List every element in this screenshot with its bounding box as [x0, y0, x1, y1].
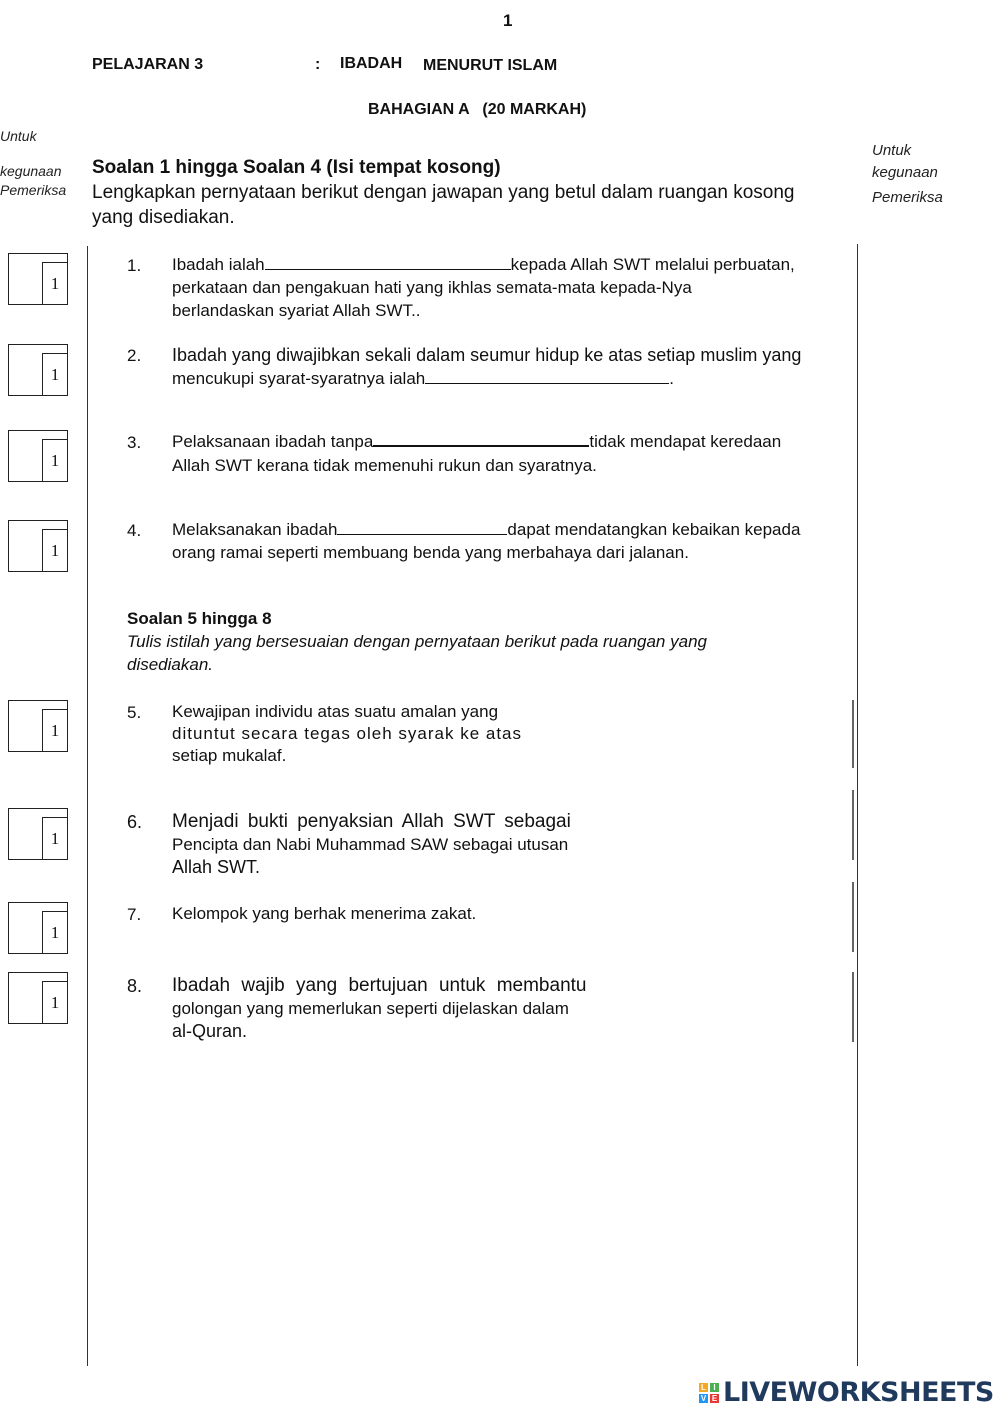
liveworksheets-logo [698, 1377, 994, 1408]
q8-line1: Ibadah wajib yang bertujuan untuk membantu [172, 975, 587, 996]
logo-tile-i: I [709, 1382, 720, 1393]
right-margin-line [857, 244, 858, 1366]
q3-line2: Allah SWT kerana tidak memenuhi rukun dan syaratnya. [172, 456, 597, 475]
logo-tile-l: L [698, 1382, 709, 1393]
mark-value: 1 [42, 709, 67, 751]
logo-mark-icon [698, 1382, 720, 1404]
examiner-right-line1: Untuk [872, 142, 912, 159]
q3-answer-blank[interactable] [373, 430, 589, 447]
q1-text-before: Ibadah ialah [172, 255, 265, 274]
q2-text-before: mencukupi syarat-syaratnya ialah [172, 369, 426, 388]
q8-number: 8. [127, 976, 143, 996]
mark-box-q1 [8, 253, 68, 305]
q4-answer-blank[interactable] [337, 519, 507, 535]
q2-text-after: . [669, 369, 674, 388]
examiner-left-line1: Untuk [0, 128, 37, 144]
q4-text-before: Melaksanakan ibadah [172, 520, 338, 539]
examiner-right-line2: kegunaan [872, 164, 938, 181]
q4-text-after: dapat mendatangkan kebaikan kepada [507, 520, 801, 539]
mark-box-q8 [8, 972, 68, 1024]
q3-line1 [172, 430, 781, 453]
q7-answer-line[interactable] [852, 882, 854, 952]
q8-line3: al-Quran. [172, 1021, 248, 1041]
mark-box-q5 [8, 700, 68, 752]
q4-number: 4. [127, 521, 142, 540]
q1-line3: berlandaskan syariat Allah SWT.. [172, 301, 421, 320]
q5-number: 5. [127, 703, 142, 722]
topic-part-b: MENURUT ISLAM [423, 57, 558, 74]
logo-tile-e: E [709, 1393, 720, 1404]
q6-line1: Menjadi bukti penyaksian Allah SWT sebagai [172, 811, 571, 832]
q7-line1: Kelompok yang berhak menerima zakat. [172, 904, 477, 923]
mark-value: 1 [42, 262, 67, 304]
q1-text-after: kepada Allah SWT melalui perbuatan, [510, 255, 795, 274]
examiner-right-line3: Pemeriksa [872, 189, 943, 206]
mark-box-q4 [8, 520, 68, 572]
part2-instruction-line2: disediakan. [127, 655, 214, 674]
q1-line2: perkataan dan pengakuan hati yang ikhlas semata-mata kepada-Nya [172, 278, 692, 297]
part2-title: Soalan 5 hingga 8 [127, 609, 272, 628]
q3-text-before: Pelaksanaan ibadah tanpa [172, 432, 374, 451]
q5-line3: setiap mukalaf. [172, 746, 287, 765]
q3-text-after: tidak mendapat keredaan [589, 432, 782, 451]
page-number: 1 [503, 11, 513, 30]
q4-line1 [172, 518, 800, 541]
q2-number: 2. [127, 346, 142, 365]
q6-answer-line[interactable] [852, 790, 854, 860]
part1-title: Soalan 1 hingga Soalan 4 (Isi tempat kosong) [92, 157, 501, 178]
section-title: BAHAGIAN A (20 MARKAH) [368, 101, 587, 118]
q4-line2: orang ramai seperti membuang benda yang merbahaya dari jalanan. [172, 543, 689, 562]
q2-line2 [172, 367, 674, 390]
q5-line2: dituntut secara tegas oleh syarak ke atas [172, 724, 523, 743]
q1-line1 [172, 253, 795, 276]
mark-value: 1 [42, 981, 67, 1023]
topic-part-a: IBADAH [340, 55, 403, 72]
mark-box-q3 [8, 430, 68, 482]
mark-value: 1 [42, 439, 67, 481]
q6-line2: Pencipta dan Nabi Muhammad SAW sebagai utusan [172, 835, 569, 854]
part1-instruction-line1: Lengkapkan pernyataan berikut dengan jawapan yang betul dalam ruangan kosong [92, 182, 795, 203]
mark-value: 1 [42, 911, 67, 953]
mark-value: 1 [42, 353, 67, 395]
header-colon: : [315, 56, 321, 73]
q2-answer-blank[interactable] [425, 368, 669, 384]
q5-answer-line[interactable] [852, 700, 854, 768]
mark-box-q6 [8, 808, 68, 860]
examiner-left-line3: Pemeriksa [0, 182, 67, 198]
q1-number: 1. [127, 256, 142, 275]
logo-tile-v: V [698, 1393, 709, 1404]
q8-line2: golongan yang memerlukan seperti dijelaskan dalam [172, 999, 569, 1018]
part2-instruction-line1: Tulis istilah yang bersesuaian dengan pernyataan berikut pada ruangan yang [127, 632, 707, 651]
q1-answer-blank[interactable] [265, 254, 511, 270]
mark-value: 1 [42, 817, 67, 859]
q6-line3: Allah SWT. [172, 857, 261, 877]
left-margin-line [87, 246, 88, 1366]
examiner-left-line2: kegunaan [0, 163, 62, 179]
q7-number: 7. [127, 905, 142, 924]
lesson-label: PELAJARAN 3 [92, 56, 204, 73]
mark-value: 1 [42, 529, 67, 571]
q8-answer-line[interactable] [852, 972, 854, 1042]
q5-line1: Kewajipan individu atas suatu amalan yang [172, 702, 499, 721]
mark-box-q7 [8, 902, 68, 954]
mark-box-q2 [8, 344, 68, 396]
q2-line1: Ibadah yang diwajibkan sekali dalam seumur hidup ke atas setiap muslim yang [172, 345, 802, 365]
logo-text: LIVEWORKSHEETS [723, 1377, 994, 1408]
q6-number: 6. [127, 812, 143, 832]
part1-instruction-line2: yang disediakan. [92, 207, 235, 228]
q3-number: 3. [127, 433, 142, 452]
